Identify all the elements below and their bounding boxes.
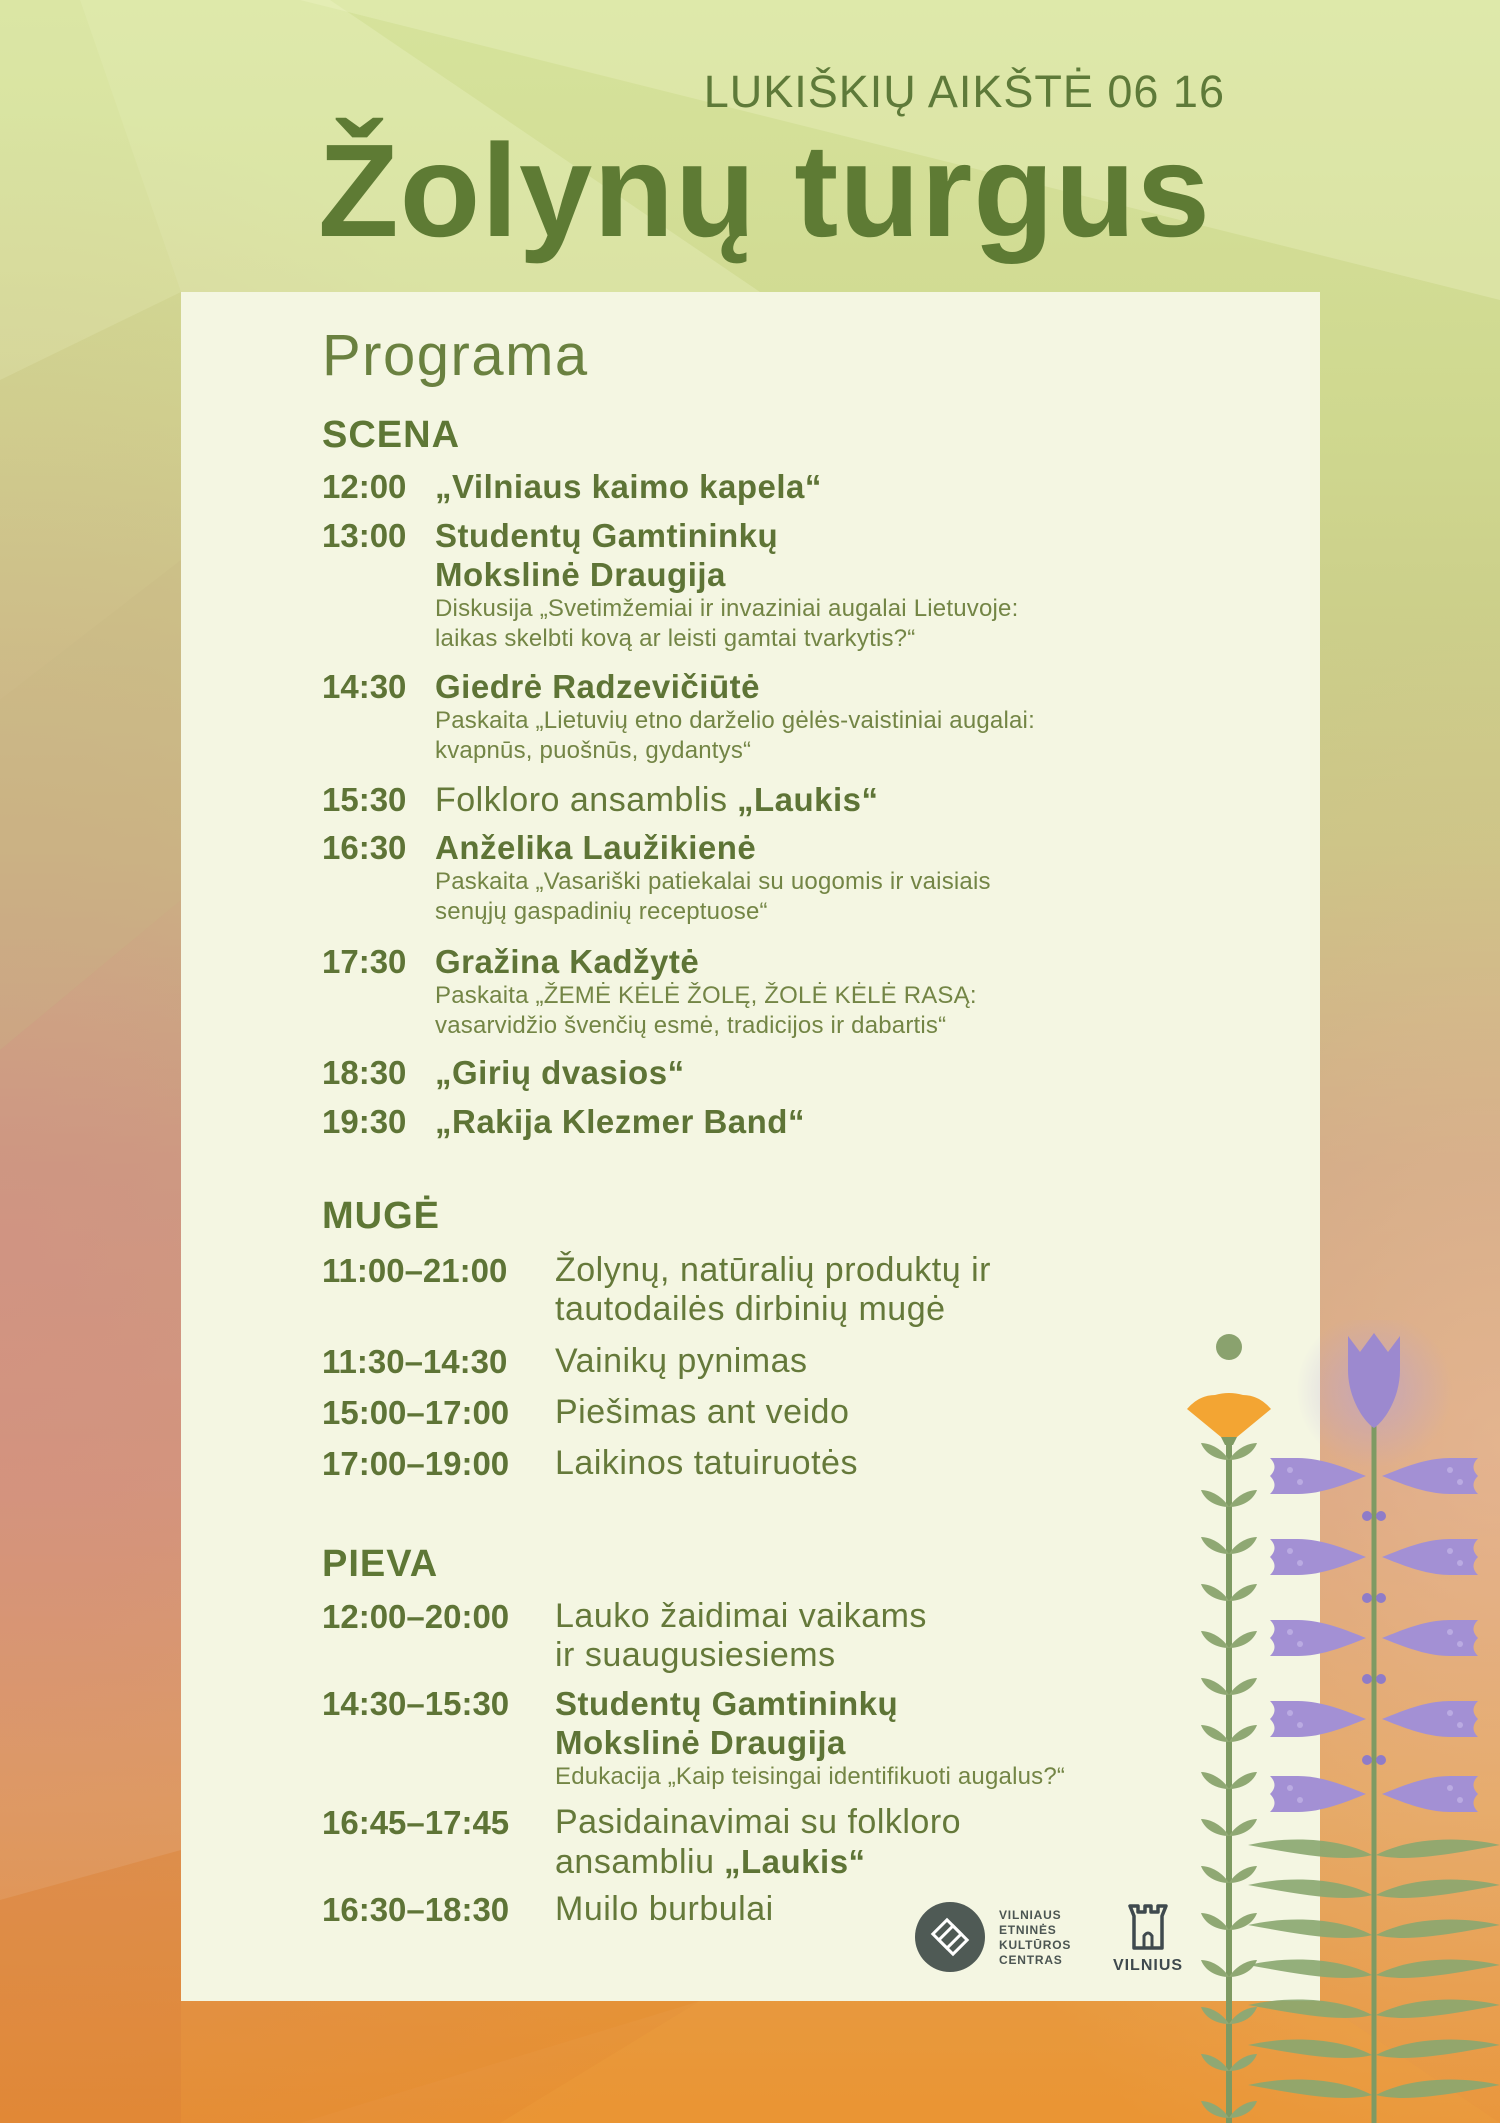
row-description: senųjų gaspadinių receptuose“ (435, 898, 768, 925)
vekc-line: KULTŪROS (999, 1938, 1072, 1952)
purple-flower (1248, 1320, 1500, 2123)
row-time: 14:30–15:30 (322, 1685, 510, 1722)
row-body (435, 780, 879, 820)
row-body (555, 1597, 927, 1675)
row-text: Vainikų pynimas (555, 1342, 808, 1380)
vilnius-logo (1100, 1900, 1196, 1980)
row-body (555, 1342, 808, 1381)
row-body (435, 1053, 685, 1092)
row-description: Paskaita „ŽEMĖ KĖLĖ ŽOLĘ, ŽOLĖ KĖLĖ RASĄ: (435, 982, 977, 1009)
row-description: Paskaita „Lietuvių etno darželio gėlės-vaistiniai augalai: (435, 707, 1035, 734)
row-text-regular: ansambliu (555, 1843, 715, 1881)
seed-dot-icon (1216, 1334, 1242, 1360)
row-text: tautodailės dirbinių mugė (555, 1290, 946, 1328)
row-body (435, 516, 1018, 654)
row-description: Diskusija „Svetimžemiai ir invaziniai augalai Lietuvoje: (435, 595, 1019, 622)
row-description: kvapnūs, puošnūs, gydantys“ (435, 737, 752, 764)
vekc-line: ETNINĖS (999, 1923, 1057, 1937)
row-text: ir suaugusiesiems (555, 1636, 836, 1674)
row-title: Giedrė Radzevičiūtė (435, 668, 760, 705)
row-description: laikas skelbti kovą ar leisti gamtai tvarkytis?“ (435, 625, 916, 652)
row-text: Laikinos tatuiruotės (555, 1444, 858, 1482)
row-body (435, 1102, 805, 1141)
row-text (555, 1842, 961, 1882)
row-text: Lauko žaidimai vaikams (555, 1597, 927, 1635)
row-title: Anželika Laužikienė (435, 829, 757, 866)
row-description: vasarvidžio švenčių esmė, tradicijos ir dabartis“ (435, 1012, 947, 1039)
row-time: 16:45–17:45 (322, 1804, 510, 1841)
row-time: 17:30 (322, 943, 407, 980)
row-description: Edukacija „Kaip teisingai identifikuoti augalus?“ (555, 1763, 1066, 1790)
section-scena-heading: SCENA (322, 414, 461, 456)
row-body (555, 1393, 849, 1432)
row-time: 15:00–17:00 (322, 1394, 510, 1431)
row-body (555, 1684, 1065, 1792)
location-date: LUKIŠKIŲ AIKŠTĖ 06 16 (703, 66, 1225, 117)
row-title: „Rakija Klezmer Band“ (435, 1103, 805, 1140)
row-title: Studentų Gamtininkų (435, 517, 779, 554)
row-time: 17:00–19:00 (322, 1445, 510, 1482)
row-title: „Vilniaus kaimo kapela“ (435, 468, 822, 505)
row-body (435, 467, 822, 506)
row-title: „Girių dvasios“ (435, 1054, 685, 1091)
row-title (435, 780, 879, 820)
row-text: Piešimas ant veido (555, 1393, 850, 1431)
orange-blossom-icon (1187, 1393, 1271, 1445)
row-title-bold: „Laukis“ (736, 781, 879, 818)
row-text-bold: „Laukis“ (724, 1843, 866, 1880)
row-time: 12:00–20:00 (322, 1598, 510, 1635)
page-title: Žolynų turgus (318, 117, 1211, 264)
row-time: 16:30 (322, 829, 407, 866)
row-time: 16:30–18:30 (322, 1891, 510, 1928)
row-title: Mokslinė Draugija (555, 1724, 846, 1761)
vekc-logo-text (999, 1908, 1071, 1968)
section-pieva-heading: PIEVA (322, 1543, 439, 1585)
row-time: 13:00 (322, 517, 407, 554)
row-body (555, 1444, 858, 1483)
section-muge-heading: MUGĖ (322, 1195, 440, 1237)
row-time: 18:30 (322, 1054, 407, 1091)
castle-tower-icon (1126, 1902, 1170, 1952)
vilnius-logo-text: VILNIUS (1112, 1957, 1184, 1974)
row-text: Žolynų, natūralių produktų ir (555, 1251, 991, 1289)
row-time: 14:30 (322, 668, 407, 705)
row-body (435, 828, 991, 927)
row-time: 11:30–14:30 (322, 1343, 508, 1380)
vekc-emblem-icon (915, 1902, 985, 1972)
row-title: Gražina Kadžytė (435, 943, 700, 980)
row-body (555, 1890, 774, 1929)
row-time: 19:30 (322, 1103, 407, 1140)
row-time: 12:00 (322, 468, 407, 505)
row-text: Pasidainavimai su folkloro (555, 1803, 962, 1841)
row-body (555, 1803, 961, 1882)
row-text: Muilo burbulai (555, 1890, 774, 1928)
vekc-line: CENTRAS (999, 1953, 1063, 1967)
program-heading: Programa (322, 323, 589, 388)
row-body (555, 1251, 991, 1329)
row-body (435, 942, 977, 1041)
row-time: 15:30 (322, 781, 407, 818)
row-description: Paskaita „Vasariški patiekalai su uogomis ir vaisiais (435, 868, 991, 895)
vekc-logo (915, 1902, 1095, 1974)
flower-illustration (1180, 1320, 1500, 2123)
vekc-line: VILNIAUS (999, 1908, 1062, 1922)
row-title: Mokslinė Draugija (435, 556, 726, 593)
row-title: Studentų Gamtininkų (555, 1685, 899, 1722)
row-body (435, 667, 1035, 766)
row-title-regular: Folkloro ansamblis (435, 781, 728, 819)
row-time: 11:00–21:00 (322, 1252, 508, 1289)
